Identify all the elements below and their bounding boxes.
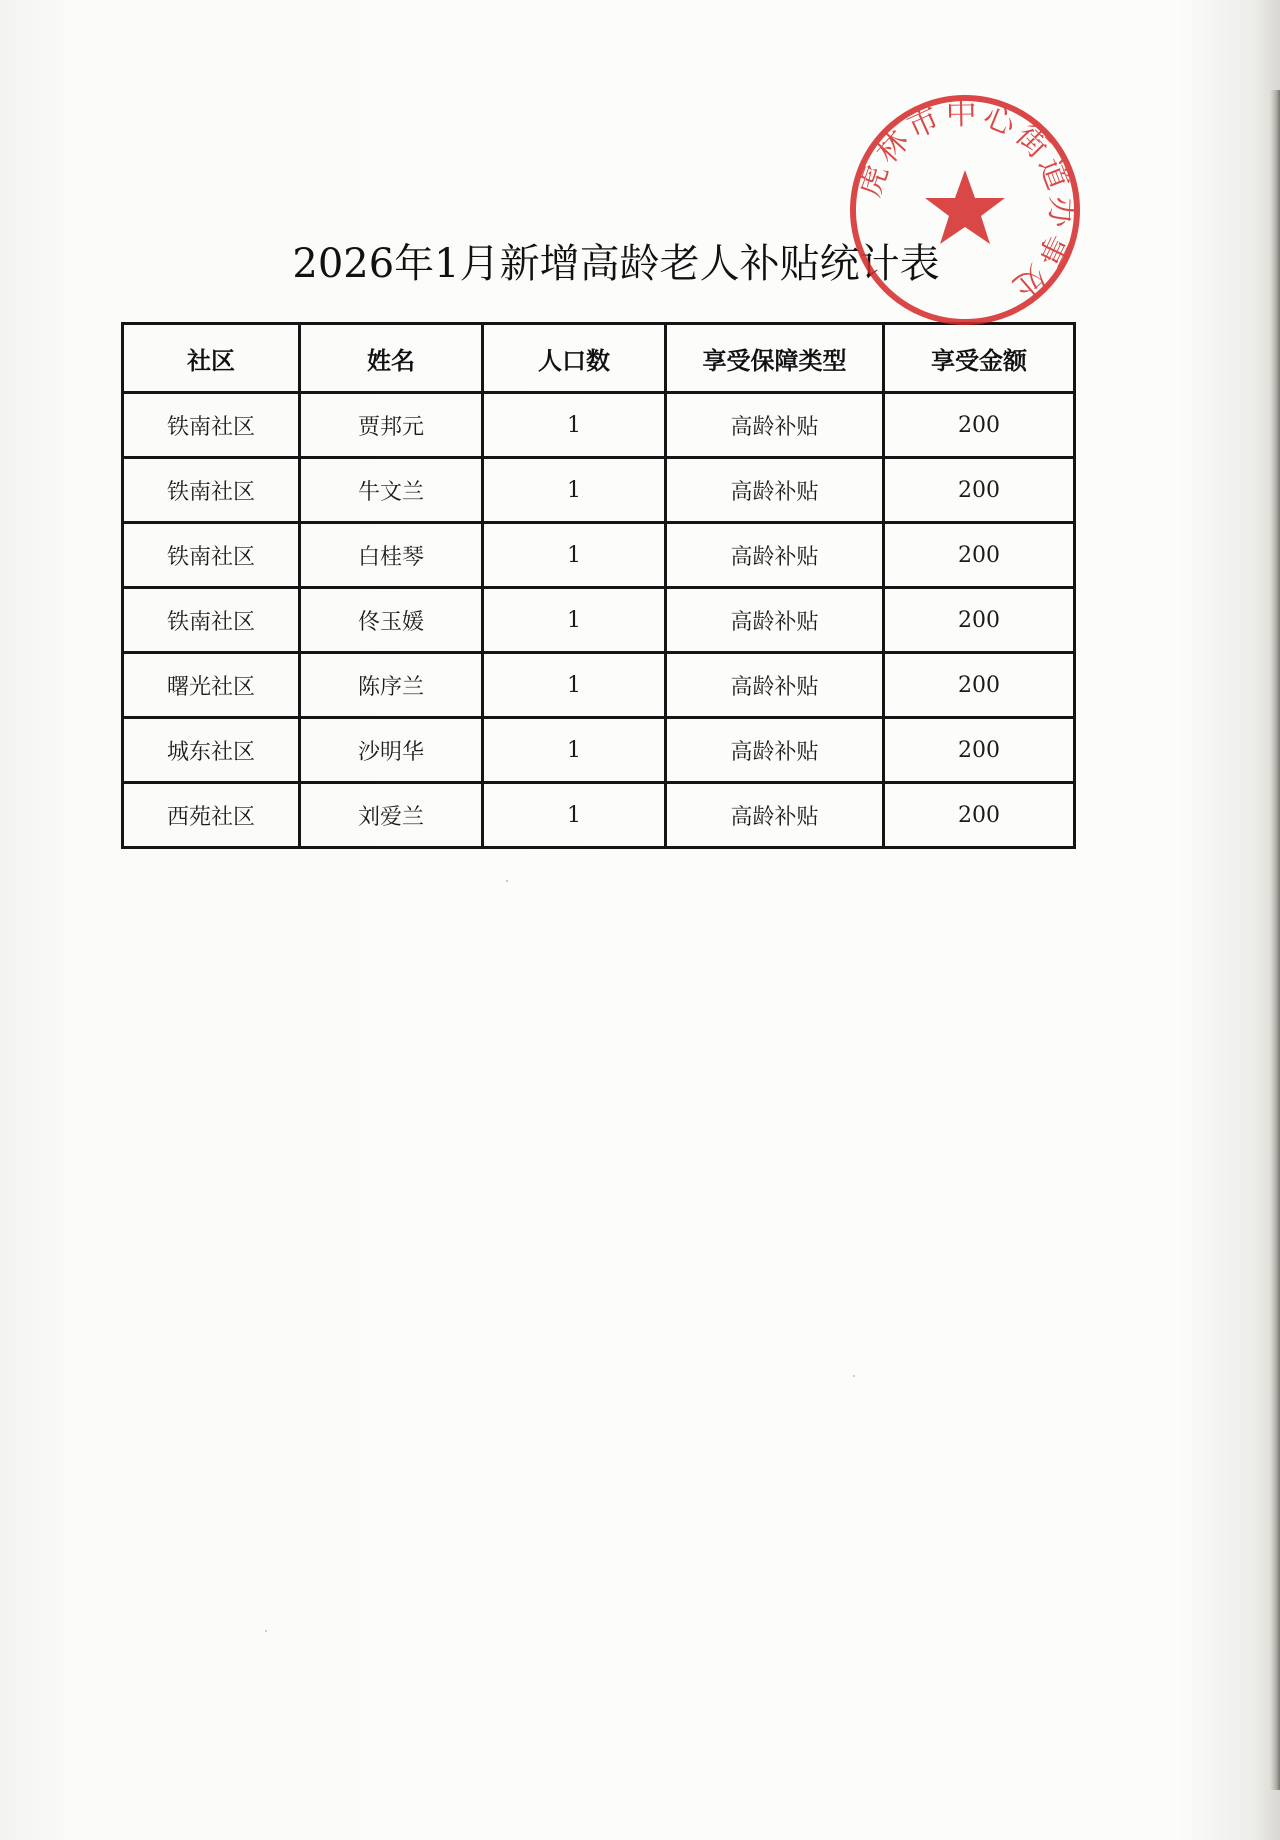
cell-name: 白桂琴 [300,523,483,588]
cell-community: 铁南社区 [123,393,300,458]
cell-amount: 200 [884,393,1075,458]
cell-amount: 200 [884,718,1075,783]
cell-name: 牛文兰 [300,458,483,523]
cell-population: 1 [483,393,666,458]
cell-amount: 200 [884,653,1075,718]
header-benefit-type: 享受保障类型 [666,324,884,393]
table-row [123,458,1075,523]
header-name: 姓名 [300,324,483,393]
cell-population: 1 [483,458,666,523]
table-row [123,393,1075,458]
cell-name: 沙明华 [300,718,483,783]
scan-speck [853,1375,855,1377]
cell-name: 陈序兰 [300,653,483,718]
cell-amount: 200 [884,523,1075,588]
cell-benefit-type: 高龄补贴 [666,783,884,848]
table-header-row [123,324,1075,393]
cell-community: 铁南社区 [123,458,300,523]
header-population: 人口数 [483,324,666,393]
official-seal-stamp [843,88,1087,332]
cell-benefit-type: 高龄补贴 [666,588,884,653]
cell-name: 刘爱兰 [300,783,483,848]
cell-community: 曙光社区 [123,653,300,718]
seal-star-icon [925,170,1005,244]
table-row [123,783,1075,848]
header-amount: 享受金额 [884,324,1075,393]
scan-speck [265,1630,267,1632]
table-row [123,718,1075,783]
cell-benefit-type: 高龄补贴 [666,393,884,458]
cell-benefit-type: 高龄补贴 [666,653,884,718]
cell-name: 佟玉媛 [300,588,483,653]
page-edge-shadow [1270,90,1280,1790]
cell-community: 铁南社区 [123,588,300,653]
cell-community: 西苑社区 [123,783,300,848]
cell-amount: 200 [884,783,1075,848]
cell-population: 1 [483,523,666,588]
table-row [123,653,1075,718]
header-community: 社区 [123,324,300,393]
seal-lettering-path: 虎林市中心街道办事处 [851,95,1080,308]
cell-population: 1 [483,588,666,653]
cell-name: 贾邦元 [300,393,483,458]
cell-population: 1 [483,653,666,718]
table-row [123,523,1075,588]
cell-benefit-type: 高龄补贴 [666,718,884,783]
cell-amount: 200 [884,588,1075,653]
scan-speck [506,880,508,882]
cell-community: 城东社区 [123,718,300,783]
document-title-text: 2026年1月新增高龄老人补贴统计表 [292,241,940,287]
document-title [0,232,1280,289]
table-row [123,588,1075,653]
cell-benefit-type: 高龄补贴 [666,458,884,523]
cell-population: 1 [483,783,666,848]
cell-benefit-type: 高龄补贴 [666,523,884,588]
cell-amount: 200 [884,458,1075,523]
cell-population: 1 [483,718,666,783]
cell-community: 铁南社区 [123,523,300,588]
subsidy-table [121,322,1076,849]
